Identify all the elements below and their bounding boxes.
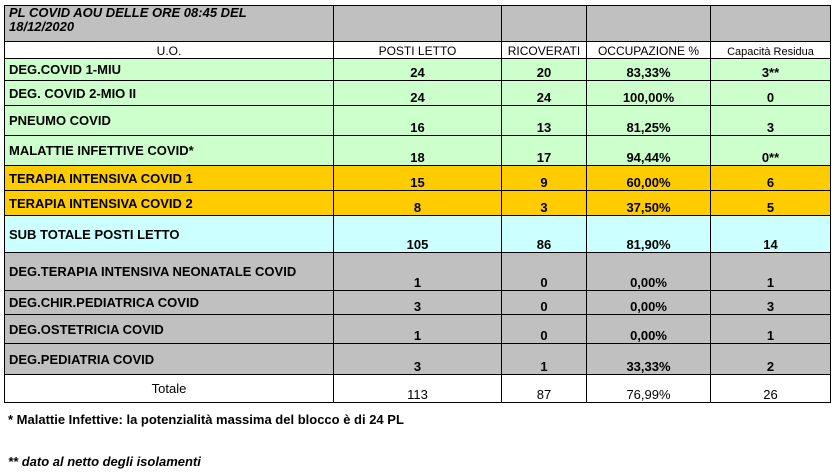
row-occupazione: 37,50% [587,191,711,216]
row-uo: TERAPIA INTENSIVA COVID 1 [5,166,334,191]
row-occupazione: 81,90% [587,216,711,253]
row-ricoverati: 13 [502,106,587,136]
row-uo: PNEUMO COVID [5,106,334,136]
row-capacita: 5 [711,191,831,216]
footnote-isolamenti: ** dato al netto degli isolamenti [8,454,201,469]
row-uo: DEG.COVID 1-MIU [5,59,334,81]
table-row-total [5,375,831,403]
row-ricoverati: 0 [502,291,587,315]
header-occupazione: OCCUPAZIONE % [587,42,711,59]
total-label: Totale [5,375,334,403]
row-capacita: 2 [711,344,831,375]
row-capacita: 1 [711,315,831,344]
row-capacita: 3 [711,106,831,136]
header-capacita-residua: Capacità Residua [711,42,831,59]
row-capacita: 14 [711,216,831,253]
row-capacita: 1 [711,253,831,291]
total-capacita: 26 [711,375,831,403]
table-row [5,106,831,136]
total-occupazione: 76,99% [587,375,711,403]
table-row [5,166,831,191]
row-uo: DEG.PEDIATRIA COVID [5,344,334,375]
row-ricoverati: 86 [502,216,587,253]
table-row [5,136,831,166]
table-row [5,81,831,106]
row-capacita: 0** [711,136,831,166]
row-occupazione: 33,33% [587,344,711,375]
row-ricoverati: 9 [502,166,587,191]
total-posti: 113 [334,375,502,403]
table-row [5,59,831,81]
row-posti: 3 [334,344,502,375]
row-ricoverati: 1 [502,344,587,375]
row-posti: 105 [334,216,502,253]
total-ricoverati: 87 [502,375,587,403]
row-occupazione: 60,00% [587,166,711,191]
table-title [5,6,334,42]
table-row [5,344,831,375]
row-uo: TERAPIA INTENSIVA COVID 2 [5,191,334,216]
row-posti: 16 [334,106,502,136]
header-ricoverati: RICOVERATI [502,42,587,59]
row-occupazione: 81,25% [587,106,711,136]
row-occupazione: 83,33% [587,59,711,81]
row-posti: 1 [334,253,502,291]
table-row [5,315,831,344]
row-capacita: 3** [711,59,831,81]
row-ricoverati: 0 [502,315,587,344]
row-capacita: 3 [711,291,831,315]
table-row-subtotal [5,216,831,253]
header-uo: U.O. [5,42,334,59]
row-ricoverati: 3 [502,191,587,216]
row-posti: 15 [334,166,502,191]
table-row [5,191,831,216]
bed-occupancy-table [4,5,831,403]
row-occupazione: 94,44% [587,136,711,166]
row-uo: DEG. COVID 2-MIO II [5,81,334,106]
row-uo: DEG.TERAPIA INTENSIVA NEONATALE COVID [5,253,334,291]
header-posti-letto: POSTI LETTO [334,42,502,59]
row-ricoverati: 20 [502,59,587,81]
row-posti: 8 [334,191,502,216]
row-posti: 1 [334,315,502,344]
footnote-malattie-infettive: * Malattie Infettive: la potenzialità massima del blocco è di 24 PL [8,412,404,427]
row-uo: SUB TOTALE POSTI LETTO [5,216,334,253]
row-ricoverati: 0 [502,253,587,291]
row-occupazione: 0,00% [587,253,711,291]
row-posti: 3 [334,291,502,315]
row-ricoverati: 24 [502,81,587,106]
row-uo: MALATTIE INFETTIVE COVID* [5,136,334,166]
title-line-1: PL COVID AOU DELLE ORE 08:45 DEL [9,5,247,20]
row-capacita: 6 [711,166,831,191]
row-occupazione: 100,00% [587,81,711,106]
title-line-2: 18/12/2020 [9,19,75,34]
row-posti: 24 [334,81,502,106]
row-ricoverati: 17 [502,136,587,166]
row-posti: 24 [334,59,502,81]
row-uo: DEG.OSTETRICIA COVID [5,315,334,344]
row-capacita: 0 [711,81,831,106]
table-row [5,291,831,315]
table-row [5,253,831,291]
row-posti: 18 [334,136,502,166]
row-occupazione: 0,00% [587,315,711,344]
row-uo: DEG.CHIR.PEDIATRICA COVID [5,291,334,315]
row-occupazione: 0,00% [587,291,711,315]
